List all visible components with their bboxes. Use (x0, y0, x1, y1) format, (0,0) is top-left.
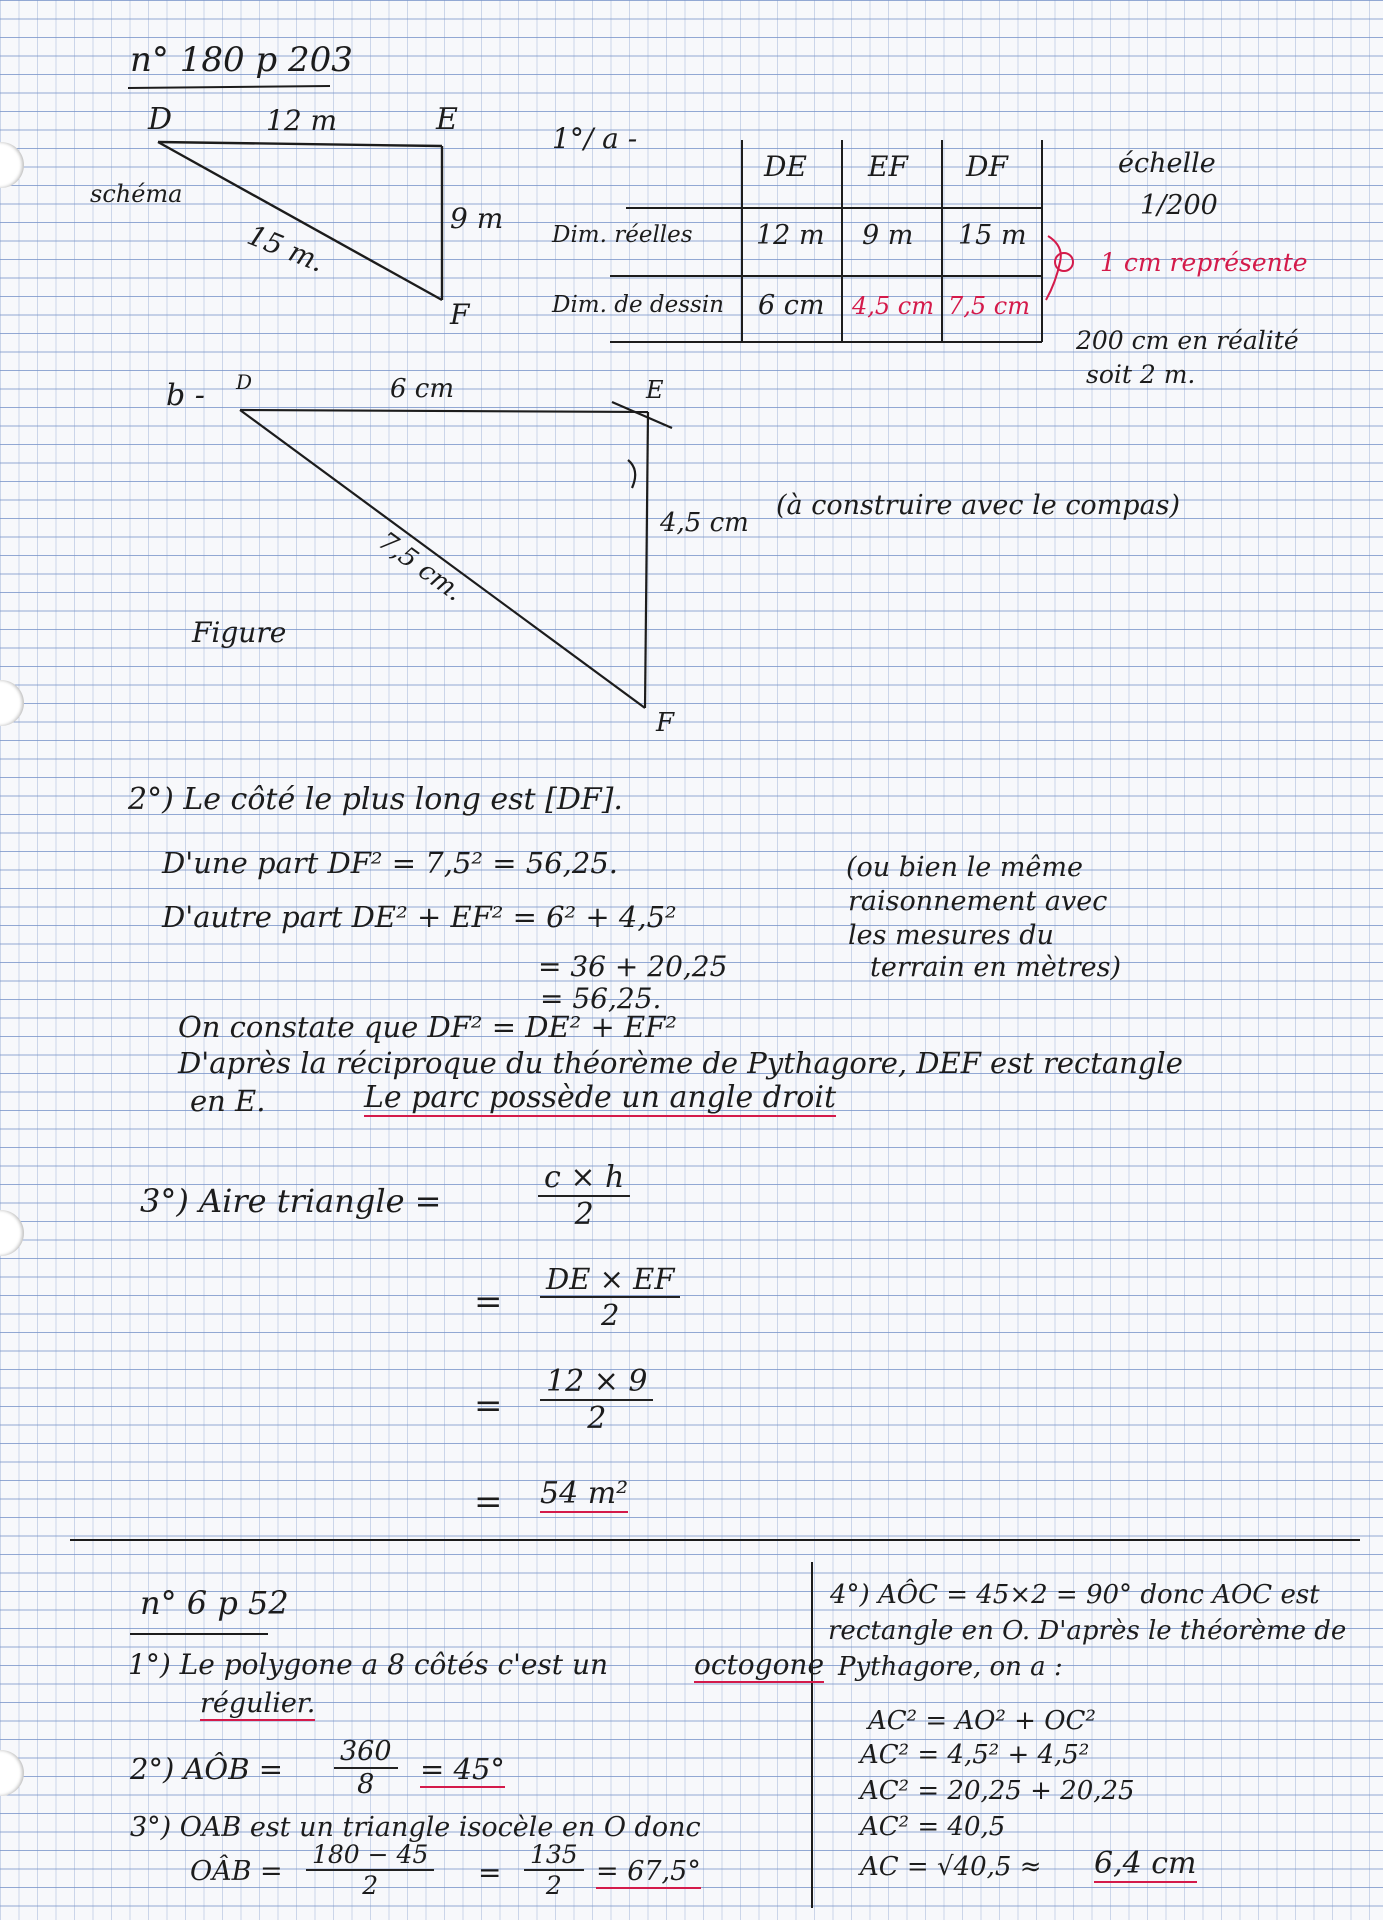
smiley-icon (1055, 253, 1073, 271)
ex2-q3-lhs: OÂB = (190, 1856, 283, 1887)
figure-caption: Figure (192, 616, 287, 649)
ex2-q3-result (596, 1856, 701, 1887)
ex2-q3-den1: 2 (362, 1871, 379, 1900)
ex2-q3-fraction-1 (306, 1840, 434, 1900)
q2-line5: On constate que DF² = DE² + EF² (178, 1010, 677, 1044)
ex2-q2-lhs: 2°) AÔB = (130, 1752, 284, 1786)
schema-label: schéma (90, 180, 183, 208)
schema-label-ef: 9 m (450, 202, 504, 235)
figure-triangle (240, 402, 672, 708)
schema-label-df: 15 m. (242, 218, 330, 279)
table-cell-red: 7,5 cm (948, 292, 1030, 320)
table-cell: 12 m (756, 220, 825, 251)
question-1a: 1°/ a - (552, 122, 638, 155)
ex2-q3-result-text: = 67,5° (596, 1856, 701, 1887)
ex2-q3-equals: = (478, 1856, 502, 1889)
figure-construct-note: (à construire avec le compas) (776, 490, 1181, 521)
echelle-line1: 1 cm représente (1100, 248, 1308, 277)
ex2-q3-num1: 180 − 45 (306, 1840, 434, 1871)
echelle-line3: soit 2 m. (1086, 360, 1196, 389)
q3-fraction-2 (540, 1262, 680, 1332)
table-cell: 15 m (958, 220, 1027, 251)
ex2-q2-result-text: = 45° (420, 1752, 505, 1786)
table-row-label: Dim. réelles (552, 222, 693, 248)
q3-result: 54 m² (540, 1476, 629, 1511)
ex2-q1-regulier: régulier. (200, 1688, 316, 1719)
figure-vertex-f: F (656, 708, 675, 738)
table-cell-red: 4,5 cm (852, 292, 934, 320)
q2-line2: D'autre part DE² + EF² = 6² + 4,5² (162, 900, 677, 934)
ex2-q4-line6: AC² = 20,25 + 20,25 (860, 1776, 1135, 1806)
ex2-q4-line7: AC² = 40,5 (860, 1812, 1006, 1842)
echelle-title: échelle (1118, 148, 1216, 179)
q2-line1: D'une part DF² = 7,5² = 56,25. (162, 846, 618, 880)
q3-fraction-2-num: DE × EF (540, 1262, 680, 1298)
q3-equals: = (474, 1482, 503, 1522)
ex2-q4-line5: AC² = 4,5² + 4,5² (860, 1740, 1090, 1770)
figure-label-de: 6 cm (390, 374, 455, 404)
q3-equals: = (474, 1386, 503, 1426)
q3-fraction-1-den: 2 (574, 1197, 594, 1232)
q3-fraction-3 (540, 1364, 653, 1436)
q3-fraction-2-den: 2 (601, 1298, 620, 1332)
q2-line7a: en E. (190, 1084, 266, 1118)
ex2-q2-result (420, 1752, 505, 1786)
ex2-q2-den: 8 (357, 1769, 375, 1800)
title-underline (128, 86, 330, 88)
q2-side-note-1: (ou bien le même (846, 852, 1083, 883)
q2-line3: = 36 + 20,25 (538, 950, 728, 983)
ex2-q1-octogone: octogone (694, 1648, 825, 1681)
echelle-line2: 200 cm en réalité (1076, 326, 1299, 355)
q3-fraction-3-den: 2 (587, 1401, 607, 1436)
q2-line4: = 56,25. (540, 982, 662, 1015)
table-header-ef: EF (868, 150, 908, 183)
table-header-de: DE (764, 150, 807, 183)
ex2-q4-line2: rectangle en O. D'après le théorème de (828, 1616, 1347, 1646)
q2-side-note-3: les mesures du (848, 920, 1054, 951)
ex2-q3-line1: 3°) OAB est un triangle isocèle en O donc (130, 1812, 701, 1843)
figure-vertex-d: D (236, 370, 253, 394)
ex2-q4-result: 6,4 cm (1094, 1846, 1197, 1881)
table-header-df: DF (966, 150, 1008, 183)
q3-fraction-1 (538, 1160, 630, 1232)
schema-label-de: 12 m (266, 104, 338, 137)
ex2-q1-text: 1°) Le polygone a 8 côtés c'est un (128, 1648, 609, 1681)
ex2-q4-line4: AC² = AO² + OC² (868, 1706, 1096, 1736)
figure-label-b: b - (166, 378, 205, 413)
schema-vertex-d: D (148, 102, 173, 137)
q2-side-note-4: terrain en mètres) (870, 952, 1122, 983)
table-cell: 6 cm (758, 290, 825, 321)
q3-equals: = (474, 1282, 503, 1322)
schema-triangle (158, 142, 442, 300)
ex2-q2-fraction (334, 1736, 398, 1800)
q2-side-note-2: raisonnement avec (848, 886, 1108, 917)
schema-vertex-f: F (450, 298, 470, 331)
figure-label-ef: 4,5 cm (660, 508, 749, 538)
q3-fraction-3-num: 12 × 9 (540, 1364, 653, 1401)
q3-fraction-1-num: c × h (538, 1160, 630, 1197)
table-cell: 9 m (862, 220, 914, 251)
q2-intro: 2°) Le côté le plus long est [DF]. (128, 782, 623, 817)
q2-conclusion: Le parc possède un angle droit (364, 1080, 837, 1115)
figure-vertex-e: E (646, 376, 664, 404)
q3-lhs: 3°) Aire triangle = (140, 1182, 442, 1220)
ex2-q4-line3: Pythagore, on a : (838, 1652, 1063, 1682)
echelle-ratio: 1/200 (1140, 190, 1218, 221)
exercise2-title: n° 6 p 52 (140, 1584, 289, 1622)
figure-label-df: 7,5 cm. (372, 526, 469, 608)
ex2-q3-num2: 135 (524, 1840, 584, 1871)
exercise-title: n° 180 p 203 (130, 40, 353, 80)
ex2-q2-num: 360 (334, 1736, 398, 1769)
ex2-q4-line8: AC = √40,5 ≈ (860, 1852, 1042, 1882)
schema-vertex-e: E (436, 102, 458, 137)
ex2-q4-line1: 4°) AÔC = 45×2 = 90° donc AOC est (830, 1580, 1320, 1610)
q2-line6: D'après la réciproque du théorème de Pythagore, DEF est rectangle (178, 1046, 1183, 1080)
ex2-q3-den2: 2 (545, 1871, 562, 1900)
ex2-q3-fraction-2 (524, 1840, 584, 1900)
table-row-label: Dim. de dessin (552, 292, 724, 318)
